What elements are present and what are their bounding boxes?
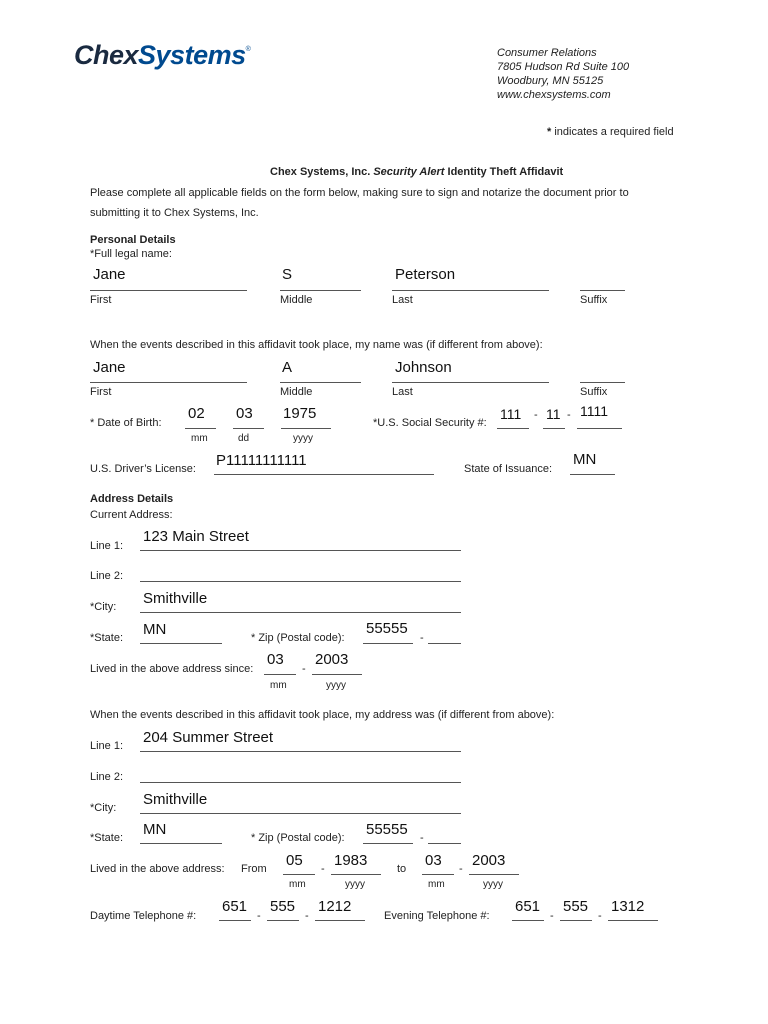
to-year-value[interactable]: 2003 [472,852,506,869]
from-year-line [331,874,381,875]
current-city-label: *City: [90,601,117,613]
current-zip-dash: - [420,632,424,644]
dob-day-value[interactable]: 03 [236,405,253,422]
middle-label: Middle [280,294,313,306]
prior-line1-line [140,751,461,752]
prior-suffix-label: Suffix [580,386,608,398]
required-note-text: indicates a required field [551,126,674,138]
dob-year-value[interactable]: 1975 [283,405,317,422]
daytime-phone-dash-2: - [305,910,309,922]
evening-phone-dash-2: - [598,910,602,922]
from-year-value[interactable]: 1983 [334,852,368,869]
prior-address-label: When the events described in this affidavit took place, my address was (if different from above): [90,709,555,721]
lived-since-month-value[interactable]: 03 [267,651,284,668]
daytime-phone-prefix-line [267,920,299,921]
address-details-heading: Address Details [90,493,174,505]
dob-month-value[interactable]: 02 [188,405,205,422]
dob-day-line [233,428,264,429]
drivers-license-label: U.S. Driver’s License: [90,463,196,475]
evening-phone-line-value[interactable]: 1312 [611,898,645,915]
to-month-line [422,874,454,875]
current-line2-label: Line 2: [90,570,124,582]
current-state-label: *State: [90,632,124,644]
ssn-part-3-value[interactable]: 1111 [580,403,609,419]
prior-zip-dash: - [420,832,424,844]
prior-middle-name-value[interactable]: A [282,359,293,376]
dob-yyyy-label: yyyy [293,433,313,444]
lived-since-month-line [264,674,296,675]
prior-name-label: When the events described in this affidavit took place, my name was (if different from above): [90,339,543,351]
daytime-phone-area-value[interactable]: 651 [222,898,248,915]
prior-zip-label: * Zip (Postal code): [251,832,345,844]
prior-state-label: *State: [90,832,124,844]
daytime-phone-area-line [219,920,251,921]
current-zip-value[interactable]: 55555 [366,620,408,637]
to-mm-label: mm [428,879,445,890]
last-name-value[interactable]: Peterson [395,266,456,283]
from-month-value[interactable]: 05 [286,852,303,869]
company-address [497,46,629,102]
evening-phone-prefix-value[interactable]: 555 [563,898,589,915]
prior-zip-value[interactable]: 55555 [366,821,408,838]
required-asterisk: * [547,126,552,138]
prior-first-name-value[interactable]: Jane [93,359,126,376]
evening-phone-line-line [608,920,658,921]
ssn-part-3-line [577,428,622,429]
lived-since-label: Lived in the above address since: [90,663,254,675]
evening-phone-label: Evening Telephone #: [384,910,490,922]
suffix-label: Suffix [580,294,608,306]
last-name-line [392,290,549,291]
full-legal-name-label: *Full legal name: [90,248,172,260]
current-city-value[interactable]: Smithville [143,590,208,607]
state-of-issuance-value[interactable]: MN [573,451,597,468]
daytime-phone-line-value[interactable]: 1212 [318,898,352,915]
first-name-value[interactable]: Jane [93,266,126,283]
from-yyyy-label: yyyy [345,879,365,890]
lived-range-label: Lived in the above address: [90,863,225,875]
prior-line2-line [140,782,461,783]
prior-last-label: Last [392,386,413,398]
current-line1-value[interactable]: 123 Main Street [143,528,249,545]
ssn-part-1-value[interactable]: 111 [500,406,522,422]
prior-zip4-line [428,843,461,844]
first-label: First [90,294,112,306]
ssn-part-1-line [497,428,529,429]
logo-text-systems: Systems [138,40,246,70]
current-state-value[interactable]: MN [143,621,167,638]
first-name-line [90,290,247,291]
lived-since-yyyy-label: yyyy [326,680,346,691]
logo-registered-mark: ® [245,46,251,53]
website-link[interactable]: www.chexsystems.com [497,89,611,101]
title-affidavit: Identity Theft Affidavit [444,166,564,178]
prior-suffix-line [580,382,625,383]
evening-phone-area-line [512,920,544,921]
prior-city-line [140,813,461,814]
dob-dd-label: dd [238,433,250,444]
dob-month-line [185,428,216,429]
prior-state-line [140,843,222,844]
current-state-line [140,643,222,644]
state-of-issuance-label: State of Issuance: [464,463,553,475]
personal-details-heading: Personal Details [90,234,176,246]
logo-text-chex: Chex [74,40,139,70]
daytime-phone-line-line [315,920,365,921]
lived-since-year-line [312,674,362,675]
lived-since-year-value[interactable]: 2003 [315,651,349,668]
to-dash: - [459,863,463,875]
from-mm-label: mm [289,879,306,890]
dob-label: * Date of Birth: [90,417,162,429]
prior-line1-label: Line 1: [90,740,124,752]
title-company: Chex Systems, Inc. [270,166,374,178]
prior-zip-line [363,843,413,844]
lived-since-dash: - [302,663,306,675]
form-title [270,166,563,178]
prior-city-label: *City: [90,802,117,814]
evening-phone-prefix-line [560,920,592,921]
address-line-3: Woodbury, MN 55125 [497,75,604,87]
current-line1-line [140,550,461,551]
address-line-1: Consumer Relations [497,47,597,59]
required-field-note [547,126,674,138]
to-year-line [469,874,519,875]
to-month-value[interactable]: 03 [425,852,442,869]
current-line2-line [140,581,461,582]
ssn-part-2-value[interactable]: 11 [546,406,561,422]
state-of-issuance-line [570,474,615,475]
from-dash: - [321,863,325,875]
current-line1-label: Line 1: [90,540,124,552]
from-label: From [241,863,267,875]
current-city-line [140,612,461,613]
address-line-2: 7805 Hudson Rd Suite 100 [497,61,630,73]
prior-line2-label: Line 2: [90,771,124,783]
prior-last-name-line [392,382,549,383]
dob-year-line [281,428,331,429]
ssn-dash-1: - [534,409,538,421]
ssn-label: *U.S. Social Security #: [373,417,487,429]
ssn-part-2-line [543,428,565,429]
evening-phone-dash-1: - [550,910,554,922]
prior-city-value[interactable]: Smithville [143,791,208,808]
intro-line-2: submitting it to Chex Systems, Inc. [90,207,259,219]
prior-line1-value[interactable]: 204 Summer Street [143,729,274,746]
prior-last-name-value[interactable]: Johnson [395,359,452,376]
daytime-phone-prefix-value[interactable]: 555 [270,898,296,915]
daytime-phone-dash-1: - [257,910,261,922]
dob-mm-label: mm [191,433,208,444]
intro-line-1: Please complete all applicable fields on the form below, making sure to sign and notarize the document prior to [90,187,629,199]
current-address-label: Current Address: [90,509,173,521]
drivers-license-value[interactable]: P11111111111 [216,452,307,469]
current-zip-label: * Zip (Postal code): [251,632,345,644]
middle-name-value[interactable]: S [282,266,293,283]
lived-since-mm-label: mm [270,680,287,691]
suffix-line [580,290,625,291]
current-zip4-line [428,643,461,644]
to-label: to [397,863,407,875]
from-month-line [283,874,315,875]
prior-middle-label: Middle [280,386,313,398]
prior-middle-name-line [280,382,361,383]
prior-first-name-line [90,382,247,383]
ssn-dash-2: - [567,409,571,421]
chexsystems-logo [74,40,250,71]
drivers-license-line [214,474,434,475]
evening-phone-area-value[interactable]: 651 [515,898,541,915]
daytime-phone-label: Daytime Telephone #: [90,910,197,922]
last-label: Last [392,294,413,306]
prior-first-label: First [90,386,112,398]
title-security-alert: Security Alert [373,166,445,178]
to-yyyy-label: yyyy [483,879,503,890]
prior-state-value[interactable]: MN [143,821,167,838]
middle-name-line [280,290,361,291]
current-zip-line [363,643,413,644]
